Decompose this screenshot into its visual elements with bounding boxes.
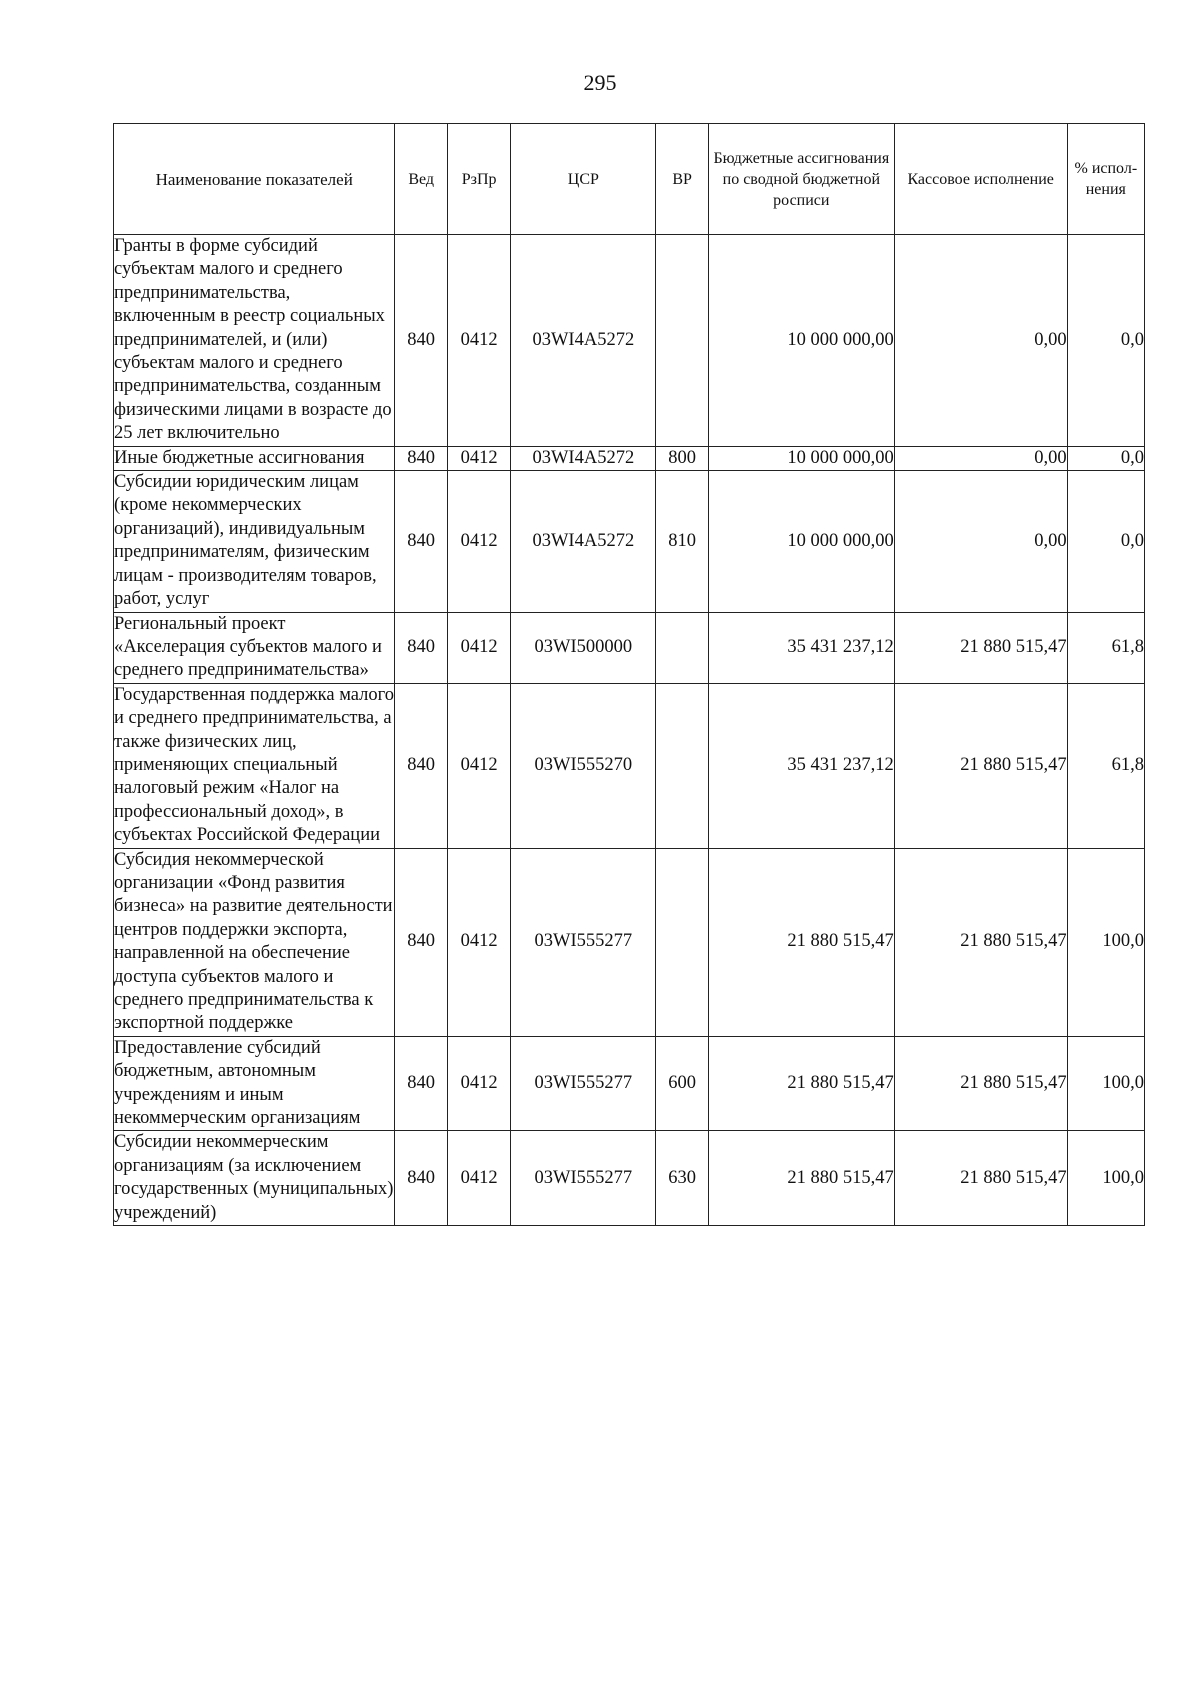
cell-ved: 840	[395, 471, 448, 612]
cell-rzpr: 0412	[447, 1036, 510, 1131]
cell-vr: 800	[656, 446, 709, 470]
table-row	[114, 612, 1145, 683]
cell-name: Предоставление субсидий бюджетным, автономным учреждениям и иным некоммерческим организациям	[114, 1036, 395, 1131]
cell-vr: 630	[656, 1131, 709, 1226]
page-number: 295	[583, 70, 617, 95]
cell-csr: 03WI555277	[511, 1131, 656, 1226]
cell-pct: 0,0	[1067, 471, 1144, 612]
cell-ved: 840	[395, 235, 448, 447]
cell-budget: 10 000 000,00	[708, 471, 894, 612]
cell-vr	[656, 612, 709, 683]
cell-budget: 21 880 515,47	[708, 1036, 894, 1131]
table-header-row	[114, 124, 1145, 235]
cell-pct: 100,0	[1067, 1131, 1144, 1226]
header-pct: % испол-нения	[1067, 124, 1144, 235]
cell-ved: 840	[395, 612, 448, 683]
cell-rzpr: 0412	[447, 848, 510, 1036]
cell-cash: 21 880 515,47	[894, 612, 1067, 683]
cell-budget: 21 880 515,47	[708, 1131, 894, 1226]
cell-csr: 03WI555277	[511, 848, 656, 1036]
cell-rzpr: 0412	[447, 446, 510, 470]
cell-name: Гранты в форме субсидий субъектам малого и среднего предпринимательства, включенным в реестр социальных предпринимателей, и (или) субъектам малого и среднего предпринимательства, созданным физическими лицами в возрасте до 25 лет включительно	[114, 235, 395, 447]
cell-pct: 100,0	[1067, 1036, 1144, 1131]
cell-cash: 0,00	[894, 446, 1067, 470]
cell-ved: 840	[395, 683, 448, 848]
table-row	[114, 1036, 1145, 1131]
header-name: Наименование показателей	[114, 124, 395, 235]
cell-budget: 21 880 515,47	[708, 848, 894, 1036]
table-row	[114, 1131, 1145, 1226]
table-body	[114, 235, 1145, 1226]
cell-budget: 10 000 000,00	[708, 446, 894, 470]
cell-rzpr: 0412	[447, 683, 510, 848]
table-row	[114, 446, 1145, 470]
cell-vr	[656, 848, 709, 1036]
cell-cash: 21 880 515,47	[894, 848, 1067, 1036]
header-budget: Бюджетные ассигнования по сводной бюджетной росписи	[708, 124, 894, 235]
cell-pct: 61,8	[1067, 683, 1144, 848]
table-row	[114, 683, 1145, 848]
cell-budget: 10 000 000,00	[708, 235, 894, 447]
cell-ved: 840	[395, 848, 448, 1036]
cell-cash: 0,00	[894, 235, 1067, 447]
cell-csr: 03WI500000	[511, 612, 656, 683]
header-ved: Вед	[395, 124, 448, 235]
cell-vr	[656, 683, 709, 848]
table-row	[114, 471, 1145, 612]
cell-ved: 840	[395, 1131, 448, 1226]
cell-name: Иные бюджетные ассигнования	[114, 446, 395, 470]
cell-pct: 61,8	[1067, 612, 1144, 683]
cell-name: Субсидии юридическим лицам (кроме некоммерческих организаций), индивидуальным предпринимателям, физическим лицам - производителям товаров, работ, услуг	[114, 471, 395, 612]
cell-name: Субсидии некоммерческим организациям (за исключением государственных (муниципальных) учреждений)	[114, 1131, 395, 1226]
cell-pct: 100,0	[1067, 848, 1144, 1036]
cell-cash: 21 880 515,47	[894, 683, 1067, 848]
cell-csr: 03WI555277	[511, 1036, 656, 1131]
cell-csr: 03WI4A5272	[511, 471, 656, 612]
cell-pct: 0,0	[1067, 446, 1144, 470]
cell-vr: 600	[656, 1036, 709, 1131]
header-cash: Кассовое исполнение	[894, 124, 1067, 235]
header-rzpr: РзПр	[447, 124, 510, 235]
cell-name: Региональный проект «Акселерация субъектов малого и среднего предпринимательства»	[114, 612, 395, 683]
cell-name: Субсидия некоммерческой организации «Фонд развития бизнеса» на развитие деятельности центров поддержки экспорта, направленной на обеспечение доступа субъектов малого и среднего предпринимательства к экспортной поддержке	[114, 848, 395, 1036]
budget-execution-table	[113, 123, 1145, 1226]
cell-rzpr: 0412	[447, 1131, 510, 1226]
cell-cash: 0,00	[894, 471, 1067, 612]
cell-cash: 21 880 515,47	[894, 1131, 1067, 1226]
cell-vr	[656, 235, 709, 447]
cell-budget: 35 431 237,12	[708, 683, 894, 848]
cell-vr: 810	[656, 471, 709, 612]
table-row	[114, 235, 1145, 447]
cell-rzpr: 0412	[447, 471, 510, 612]
cell-csr: 03WI555270	[511, 683, 656, 848]
header-vr: ВР	[656, 124, 709, 235]
cell-budget: 35 431 237,12	[708, 612, 894, 683]
cell-rzpr: 0412	[447, 235, 510, 447]
table-row	[114, 848, 1145, 1036]
cell-pct: 0,0	[1067, 235, 1144, 447]
cell-ved: 840	[395, 1036, 448, 1131]
cell-cash: 21 880 515,47	[894, 1036, 1067, 1131]
cell-ved: 840	[395, 446, 448, 470]
cell-rzpr: 0412	[447, 612, 510, 683]
cell-csr: 03WI4A5272	[511, 235, 656, 447]
cell-name: Государственная поддержка малого и среднего предпринимательства, а также физических лиц, применяющих специальный налоговый режим «Налог на профессиональный доход», в субъектах Российской Федерации	[114, 683, 395, 848]
cell-csr: 03WI4A5272	[511, 446, 656, 470]
header-csr: ЦСР	[511, 124, 656, 235]
